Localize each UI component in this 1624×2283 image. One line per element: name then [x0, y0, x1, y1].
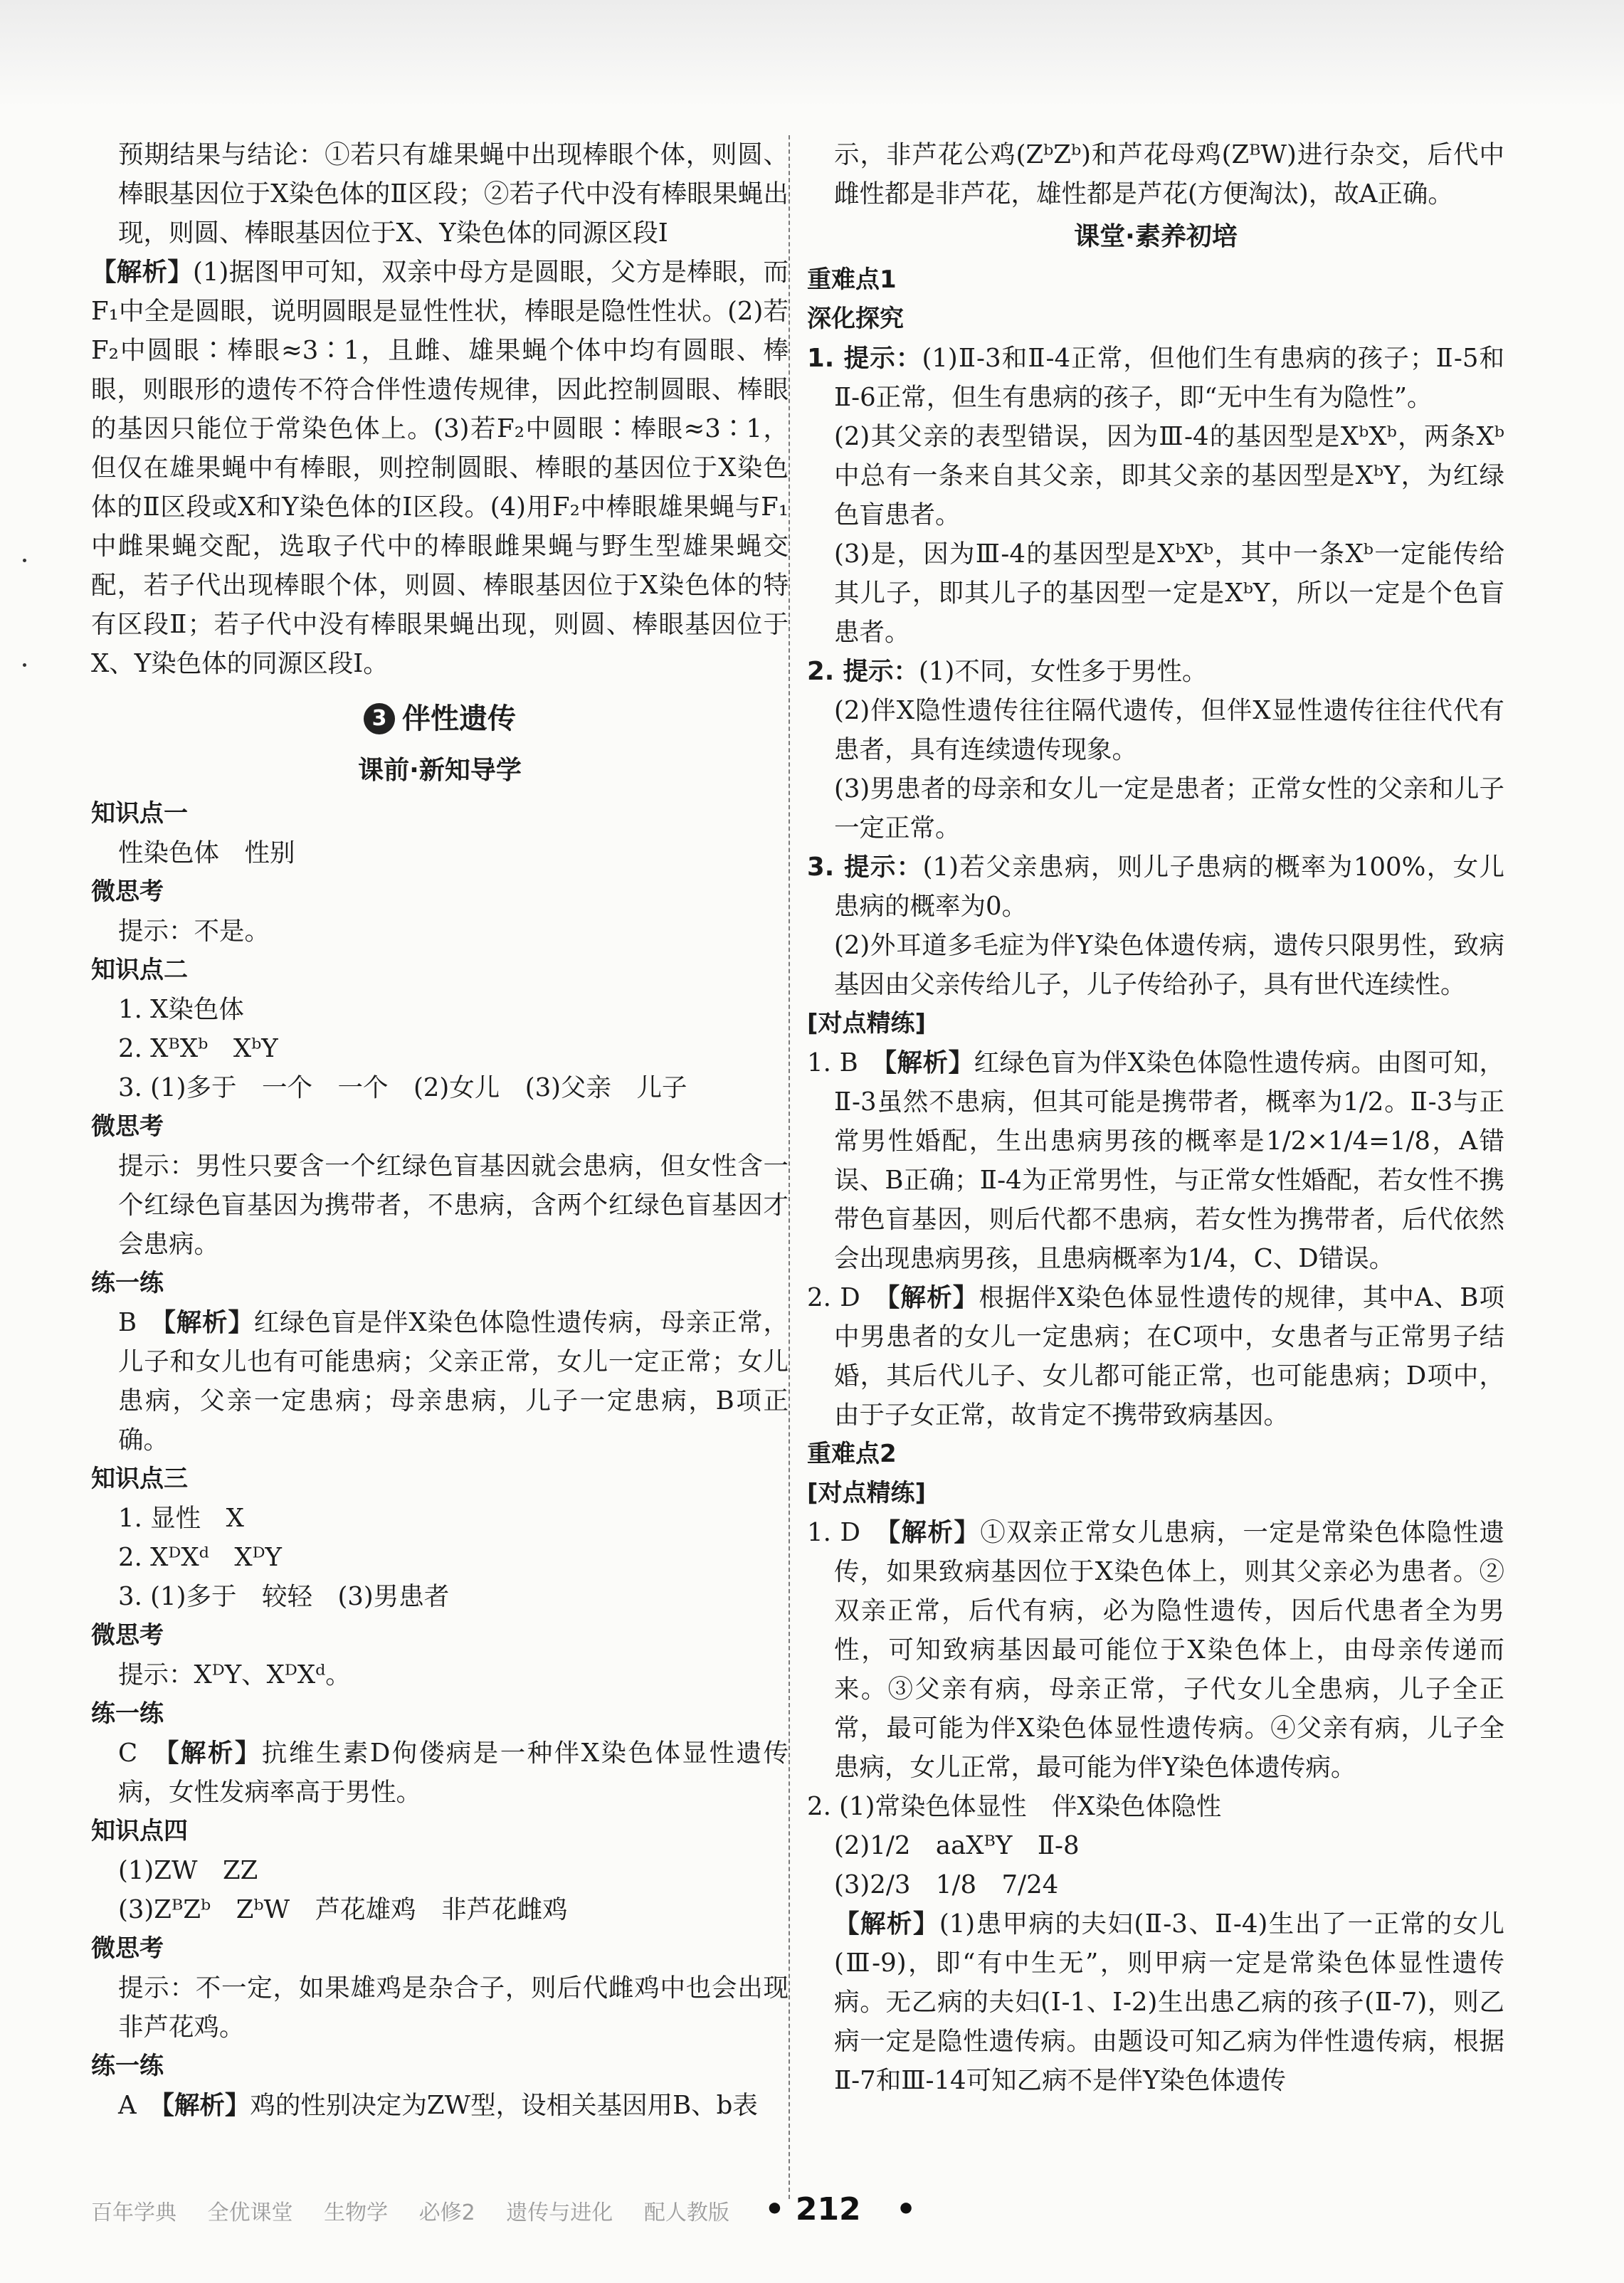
practice-answer: [91, 1303, 789, 1460]
answer-letter: 1. D: [807, 1518, 861, 1547]
practice-analysis: 红绿色盲为伴X染色体隐性遗传病。由图可知，Ⅱ-3虽然不患病，但其可能是携带者，概率为1/2。Ⅱ-3与正常男性婚配，生出患病男孩的概率是1/2×1/4=1/8，A错误、B正确；Ⅱ-4为正常男性，与正常女性婚配，若女性不携带色盲基因，则后代都不患病，若女性为携带者，后代依然会出现患病男孩，且患病概率为1/4，C、D错误。: [834, 1048, 1504, 1273]
analysis-tag: 【解析】: [166, 1739, 262, 1768]
explore-q1-a: [807, 339, 1504, 417]
practice-answer: [91, 1734, 789, 1812]
analysis-tag: 【解析】: [887, 1518, 981, 1547]
explore-q2-c: (3)男患者的母亲和女儿一定是患者；正常女性的父亲和儿子一定正常。: [834, 774, 1504, 843]
explore-q3-a: [807, 848, 1504, 926]
micro-think-answer: 提示：男性只要含一个红绿色盲基因就会患病，但女性含一个红绿色盲基因为携带者，不患病，含两个红绿色盲基因才会患病。: [118, 1151, 789, 1259]
micro-think-answer: 提示：不一定，如果雄鸡是杂合子，则后代雌鸡中也会出现非芦花鸡。: [118, 1973, 789, 2042]
micro-think-answer: 提示：不是。: [118, 917, 270, 946]
intro-paragraph: 预期结果与结论：①若只有雄果蝇中出现棒眼个体，则圆、棒眼基因位于X染色体的Ⅱ区段；②若子代中没有棒眼果蝇出现，则圆、棒眼基因位于X、Y染色体的同源区段Ⅰ: [118, 140, 789, 248]
practice-1-answer: [807, 1043, 1504, 1278]
answer-letter: B: [118, 1308, 137, 1337]
page-footer: [91, 2192, 1016, 2231]
hint-text: (1)不同，女性多于男性。: [919, 657, 1208, 686]
practice-2-2-line-1: 2. (1)常染色体显性 伴X染色体隐性: [807, 1792, 1222, 1821]
margin-dot: [23, 559, 26, 562]
analysis-tag: 【解析】: [91, 258, 194, 287]
kp4-line-1: (1)ZW ZZ: [118, 1856, 258, 1885]
kp2-line-1: 1. X染色体: [118, 995, 244, 1024]
page-number-value: 212: [795, 2191, 861, 2227]
micro-think-answer: 提示：XᴰY、XᴰXᵈ。: [118, 1660, 351, 1689]
kp3-line-3: 3. (1)多于 较轻 (3)男患者: [118, 1582, 450, 1611]
continued-analysis: 示，非芦花公鸡(ZᵇZᵇ)和芦花母鸡(ZᴮW)进行杂交，后代中雌性都是非芦花，雄性都是芦花(方便淘汰)，故A正确。: [834, 140, 1504, 209]
practice-heading: 练一练: [91, 2052, 164, 2080]
analysis-tag: 【解析】: [163, 1308, 254, 1337]
kp3-line-2: 2. XᴰXᵈ XᴰY: [118, 1543, 282, 1572]
answer-letter: C: [118, 1739, 138, 1768]
left-column: [91, 135, 789, 2125]
footer-volume: 必修2: [418, 2200, 475, 2225]
targeted-practice-heading: [对点精练]: [807, 1479, 927, 1507]
analysis-tag: 【解析】: [834, 1909, 939, 1939]
analysis-tag: 【解析】: [162, 2091, 251, 2120]
hint-text: (1)若父亲患病，则儿子患病的概率为100%，女儿患病的概率为0。: [834, 853, 1505, 921]
hint-label: 1. 提示：: [807, 344, 922, 373]
practice-2-2-analysis: [807, 1904, 1504, 2100]
column-divider: [789, 135, 790, 2199]
practice-analysis: 红绿色盲是伴X染色体隐性遗传病，母亲正常，儿子和女儿也有可能患病；父亲正常，女儿一定正常；女儿患病，父亲一定患病；母亲患病，儿子一定患病，B项正确。: [118, 1308, 789, 1455]
footer-subject: 生物学: [324, 2200, 389, 2225]
footer-edition: 配人教版: [643, 2200, 729, 2225]
practice-heading: 练一练: [91, 1269, 164, 1297]
explore-q2-a: [807, 652, 1504, 691]
practice-analysis: ①双亲正常女儿患病，一定是常染色体隐性遗传，如果致病基因位于X染色体上，则其父亲必为患者。②双亲正常，后代有病，必为隐性遗传，因后代患者全为男性，可知致病基因最可能位于X染色体上，由母亲传递而来。③父亲有病，母亲正常，子代女儿全患病，儿子全正常，最可能为伴X染色体显性遗传病。④父亲有病，儿子全患病，女儿正常，最可能为伴Y染色体遗传病。: [834, 1518, 1504, 1782]
knowledge-point-4-heading: 知识点四: [91, 1817, 188, 1845]
answer-letter: 2. D: [807, 1283, 860, 1312]
knowledge-point-1-answer: 性染色体 性别: [118, 838, 295, 868]
kp4-line-2: (3)ZᴮZᵇ ZᵇW 芦花雄鸡 非芦花雌鸡: [118, 1895, 568, 1924]
answer-letter: 1. B: [807, 1048, 858, 1077]
section-number-badge: 3: [364, 703, 395, 734]
answer-letter: A: [118, 2091, 137, 2120]
margin-dot: [23, 663, 26, 667]
analysis-paragraph: [91, 253, 789, 683]
practice-analysis: 根据伴X染色体显性遗传的规律，其中A、B项中男患者的女儿一定患病；在C项中，女患者与正常男子结婚，其后代儿子、女儿都可能正常，也可能患病；D项中，由于子女正常，故肯定不携带致病基因。: [834, 1283, 1505, 1430]
knowledge-point-1-heading: 知识点一: [91, 799, 188, 828]
analysis-tag: 【解析】: [887, 1283, 979, 1312]
practice-2-1-answer: [807, 1513, 1504, 1787]
micro-think-heading: 微思考: [91, 1621, 164, 1650]
section-title: [91, 690, 789, 747]
footer-series: 百年学典: [91, 2200, 176, 2225]
right-column: [807, 135, 1504, 2100]
knowledge-point-2-heading: 知识点二: [91, 956, 188, 984]
kp2-line-3: 3. (1)多于 一个 一个 (2)女儿 (3)父亲 儿子: [118, 1073, 687, 1102]
explore-q1-c: (3)是，因为Ⅲ-4的基因型是XᵇXᵇ，其中一条Xᵇ一定能传给其儿子，即其儿子的基因型一定是XᵇY，所以一定是个色盲患者。: [834, 539, 1504, 647]
deep-explore-heading: 深化探究: [807, 305, 904, 333]
micro-think-heading: 微思考: [91, 1934, 164, 1963]
explore-q3-b: (2)外耳道多毛症为伴Y染色体遗传病，遗传只限男性，致病基因由父亲传给儿子，儿子传给孙子，具有世代连续性。: [834, 931, 1504, 999]
footer-book-title: 遗传与进化: [506, 2200, 613, 2225]
practice-2-answer: [807, 1278, 1504, 1435]
practice-2-2-line-3: (3)2/3 1/8 7/24: [834, 1870, 1059, 1899]
footer-series-sub: 全优课堂: [207, 2200, 293, 2225]
practice-heading: 练一练: [91, 1699, 164, 1728]
micro-think-heading: 微思考: [91, 877, 164, 906]
kp3-line-1: 1. 显性 X: [118, 1504, 244, 1533]
knowledge-point-3-heading: 知识点三: [91, 1465, 188, 1493]
kp2-line-2: 2. XᴮXᵇ XᵇY: [118, 1034, 278, 1063]
targeted-practice-heading: [对点精练]: [807, 1009, 927, 1038]
analysis-tag: 【解析】: [884, 1048, 974, 1077]
hint-label: 3. 提示：: [807, 853, 923, 882]
practice-analysis: (1)患甲病的夫妇(Ⅱ-3、Ⅱ-4)生出了一正常的女儿(Ⅲ-9)，即“有中生无”，则甲病一定是常染色体显性遗传病。无乙病的夫妇(Ⅰ-1、Ⅰ-2)生出患乙病的孩子(Ⅱ-7)，则乙病一定是隐性遗传病。由题设可知乙病为伴性遗传病，根据Ⅱ-7和Ⅲ-14可知乙病不是伴Y染色体遗传: [834, 1909, 1504, 2095]
section-title-text: 伴性遗传: [402, 702, 516, 735]
scan-shadow: [0, 0, 1624, 107]
sub-title-in-class: 课堂·素养初培: [1074, 222, 1238, 251]
practice-analysis: 抗维生素D佝偻病是一种伴X染色体显性遗传病，女性发病率高于男性。: [118, 1739, 789, 1807]
practice-analysis: 鸡的性别决定为ZW型，设相关基因用B、b表: [250, 2091, 758, 2120]
sub-title-pre-class: 课前·新知导学: [358, 756, 522, 785]
hint-text: (1)Ⅱ-3和Ⅱ-4正常，但他们生有患病的孩子；Ⅱ-5和Ⅱ-6正常，但生有患病的孩子，即“无中生有为隐性”。: [834, 344, 1504, 412]
key-point-1-heading: 重难点1: [807, 265, 897, 294]
micro-think-heading: 微思考: [91, 1112, 164, 1141]
analysis-text: (1)据图甲可知，双亲中母方是圆眼，父方是棒眼，而F₁中全是圆眼，说明圆眼是显性性状，棒眼是隐性性状。(2)若F₂中圆眼∶棒眼≈3∶1，且雌、雄果蝇个体中均有圆眼、棒眼，则眼形的遗传不符合伴性遗传规律，因此控制圆眼、棒眼的基因只能位于常染色体上。(3)若F₂中圆眼∶棒眼≈3∶1，但仅在雄果蝇中有棒眼，则控制圆眼、棒眼的基因位于X染色体的Ⅱ区段或X和Y染色体的Ⅰ区段。(4)用F₂中棒眼雄果蝇与F₁中雌果蝇交配，选取子代中的棒眼雌果蝇与野生型雄果蝇交配，若子代出现棒眼个体，则圆、棒眼基因位于X染色体的特有区段Ⅱ；若子代中没有棒眼果蝇出现，则圆、棒眼基因位于X、Y染色体的同源区段Ⅰ。: [91, 258, 789, 678]
practice-answer: [91, 2086, 789, 2125]
page-number: • 212 •: [764, 2191, 917, 2227]
explore-q2-b: (2)伴X隐性遗传往往隔代遗传，但伴X显性遗传往往代代有患者，具有连续遗传现象。: [834, 696, 1504, 764]
explore-q1-b: (2)其父亲的表型错误，因为Ⅲ-4的基因型是XᵇXᵇ，两条Xᵇ中总有一条来自其父亲，即其父亲的基因型是XᵇY，为红绿色盲患者。: [834, 422, 1504, 529]
key-point-2-heading: 重难点2: [807, 1440, 897, 1468]
hint-label: 2. 提示：: [807, 657, 919, 686]
practice-2-2-line-2: (2)1/2 aaXᴮY Ⅱ-8: [834, 1831, 1080, 1860]
